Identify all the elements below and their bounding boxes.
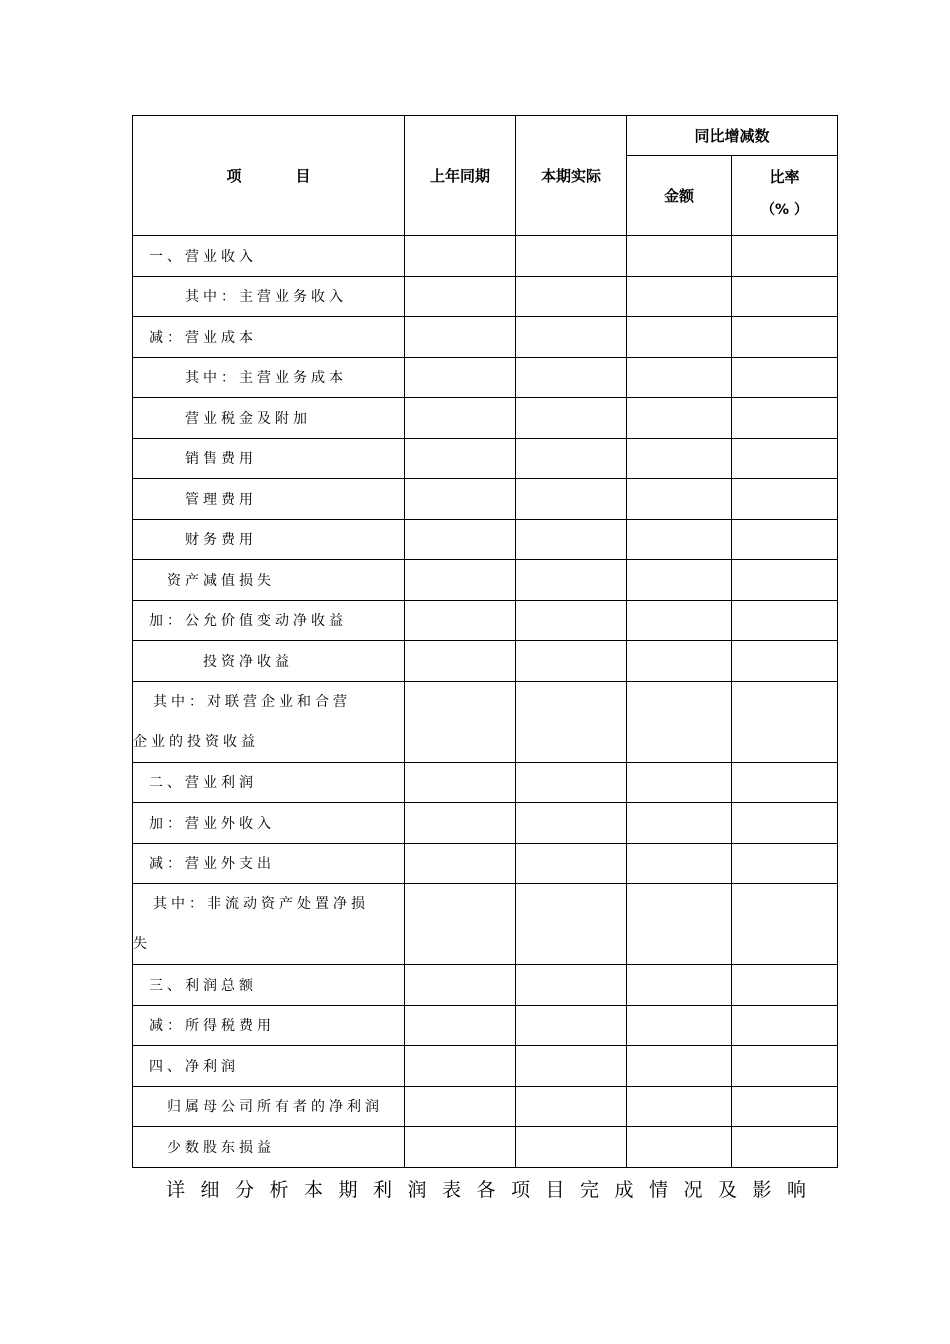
- cell-prior[interactable]: [405, 1127, 516, 1168]
- row-label: 其中：主营业务收入: [133, 276, 405, 317]
- cell-prior[interactable]: [405, 398, 516, 439]
- row-label: 二、营业利润: [133, 762, 405, 803]
- row-label: 财务费用: [133, 519, 405, 560]
- cell-prior[interactable]: [405, 276, 516, 317]
- cell-rate[interactable]: [732, 1127, 838, 1168]
- row-label: [133, 681, 405, 762]
- table-row: [133, 560, 838, 601]
- table-row: [133, 236, 838, 277]
- cell-rate[interactable]: [732, 965, 838, 1006]
- cell-amount[interactable]: [627, 317, 732, 358]
- cell-current[interactable]: [516, 803, 627, 844]
- table-row: [133, 1046, 838, 1087]
- table-row: [133, 965, 838, 1006]
- cell-amount[interactable]: [627, 762, 732, 803]
- row-label: 加：营业外收入: [133, 803, 405, 844]
- table-row: [133, 843, 838, 884]
- table-row: [133, 803, 838, 844]
- cell-prior[interactable]: [405, 641, 516, 682]
- cell-rate[interactable]: [732, 681, 838, 762]
- table-row: [133, 1005, 838, 1046]
- cell-amount[interactable]: [627, 276, 732, 317]
- cell-rate[interactable]: [732, 276, 838, 317]
- cell-prior[interactable]: [405, 762, 516, 803]
- row-label: 资产减值损失: [133, 560, 405, 601]
- header-item-right: 目: [295, 167, 311, 185]
- table-row: [133, 681, 838, 762]
- cell-amount[interactable]: [627, 1127, 732, 1168]
- cell-current[interactable]: [516, 965, 627, 1006]
- table-row: [133, 884, 838, 965]
- cell-prior[interactable]: [405, 681, 516, 762]
- row-label-line1: 其中：对联营企业和合营: [153, 693, 351, 710]
- cell-rate[interactable]: [732, 843, 838, 884]
- row-label: 少数股东损益: [133, 1127, 405, 1168]
- header-amount: 金额: [627, 156, 732, 236]
- cell-prior[interactable]: [405, 357, 516, 398]
- cell-rate[interactable]: [732, 560, 838, 601]
- row-label-line2: 失: [133, 936, 151, 952]
- cell-current[interactable]: [516, 236, 627, 277]
- cell-rate[interactable]: [732, 641, 838, 682]
- table-row: [133, 479, 838, 520]
- row-label: 销售费用: [133, 438, 405, 479]
- cell-current[interactable]: [516, 884, 627, 965]
- cell-prior[interactable]: [405, 519, 516, 560]
- cell-current[interactable]: [516, 479, 627, 520]
- cell-rate[interactable]: [732, 884, 838, 965]
- cell-current[interactable]: [516, 317, 627, 358]
- cell-current[interactable]: [516, 641, 627, 682]
- cell-amount[interactable]: [627, 641, 732, 682]
- cell-amount[interactable]: [627, 479, 732, 520]
- table-row: [133, 519, 838, 560]
- cell-rate[interactable]: [732, 762, 838, 803]
- cell-amount[interactable]: [627, 965, 732, 1006]
- row-label: 四、净利润: [133, 1046, 405, 1087]
- cell-amount[interactable]: [627, 519, 732, 560]
- cell-amount[interactable]: [627, 884, 732, 965]
- row-label: 三、利润总额: [133, 965, 405, 1006]
- table-row: [133, 641, 838, 682]
- table-row: [133, 438, 838, 479]
- row-label: 其中：主营业务成本: [133, 357, 405, 398]
- header-item: [133, 116, 405, 236]
- cell-amount[interactable]: [627, 1005, 732, 1046]
- cell-prior[interactable]: [405, 236, 516, 277]
- cell-amount[interactable]: [627, 803, 732, 844]
- cell-amount[interactable]: [627, 1046, 732, 1087]
- cell-prior[interactable]: [405, 1086, 516, 1127]
- cell-rate[interactable]: [732, 398, 838, 439]
- cell-rate[interactable]: [732, 479, 838, 520]
- cell-current[interactable]: [516, 762, 627, 803]
- cell-amount[interactable]: [627, 1086, 732, 1127]
- table-row: [133, 276, 838, 317]
- row-label: 减：所得税费用: [133, 1005, 405, 1046]
- table-row: [133, 1127, 838, 1168]
- cell-current[interactable]: [516, 519, 627, 560]
- cell-prior[interactable]: [405, 438, 516, 479]
- row-label: 归属母公司所有者的净利润: [133, 1086, 405, 1127]
- cell-amount[interactable]: [627, 398, 732, 439]
- cell-current[interactable]: [516, 1046, 627, 1087]
- table-row: [133, 600, 838, 641]
- cell-current[interactable]: [516, 438, 627, 479]
- cell-rate[interactable]: [732, 1005, 838, 1046]
- cell-rate[interactable]: [732, 519, 838, 560]
- table-row: [133, 398, 838, 439]
- income-statement-table: [132, 115, 838, 1168]
- cell-current[interactable]: [516, 1086, 627, 1127]
- header-rate-unit: （% ）: [761, 202, 808, 218]
- cell-rate[interactable]: [732, 803, 838, 844]
- cell-amount[interactable]: [627, 843, 732, 884]
- cell-prior[interactable]: [405, 1046, 516, 1087]
- row-label: 一、营业收入: [133, 236, 405, 277]
- table-row: [133, 762, 838, 803]
- cell-prior[interactable]: [405, 317, 516, 358]
- cell-rate[interactable]: [732, 317, 838, 358]
- cell-prior[interactable]: [405, 1005, 516, 1046]
- analysis-paragraph: 详细分析本期利润表各项目完成情况及影响: [166, 1179, 822, 1201]
- cell-prior[interactable]: [405, 803, 516, 844]
- cell-prior[interactable]: [405, 560, 516, 601]
- cell-rate[interactable]: [732, 1086, 838, 1127]
- header-yoy-change: 同比增减数: [627, 116, 838, 156]
- cell-rate[interactable]: [732, 438, 838, 479]
- header-rate: [732, 156, 838, 236]
- cell-prior[interactable]: [405, 843, 516, 884]
- cell-current[interactable]: [516, 600, 627, 641]
- row-label: 加：公允价值变动净收益: [133, 600, 405, 641]
- cell-rate[interactable]: [732, 600, 838, 641]
- cell-current[interactable]: [516, 357, 627, 398]
- cell-current[interactable]: [516, 1127, 627, 1168]
- header-prior-period: 上年同期: [405, 116, 516, 236]
- cell-amount[interactable]: [627, 681, 732, 762]
- cell-rate[interactable]: [732, 1046, 838, 1087]
- cell-current[interactable]: [516, 560, 627, 601]
- row-label: 减：营业成本: [133, 317, 405, 358]
- cell-amount[interactable]: [627, 236, 732, 277]
- row-label: 投资净收益: [133, 641, 405, 682]
- row-label: [133, 884, 405, 965]
- cell-current[interactable]: [516, 398, 627, 439]
- header-item-left: 项: [226, 167, 242, 185]
- table-row: [133, 1086, 838, 1127]
- cell-rate[interactable]: [732, 236, 838, 277]
- table-row: [133, 357, 838, 398]
- row-label: 管理费用: [133, 479, 405, 520]
- row-label: 减：营业外支出: [133, 843, 405, 884]
- cell-amount[interactable]: [627, 357, 732, 398]
- cell-rate[interactable]: [732, 357, 838, 398]
- cell-amount[interactable]: [627, 438, 732, 479]
- table-row: [133, 317, 838, 358]
- cell-amount[interactable]: [627, 600, 732, 641]
- cell-current[interactable]: [516, 1005, 627, 1046]
- cell-prior[interactable]: [405, 965, 516, 1006]
- cell-current[interactable]: [516, 681, 627, 762]
- cell-current[interactable]: [516, 276, 627, 317]
- cell-prior[interactable]: [405, 884, 516, 965]
- header-rate-label: 比率: [769, 168, 800, 186]
- row-label-line2: 企业的投资收益: [133, 733, 259, 750]
- cell-prior[interactable]: [405, 600, 516, 641]
- header-current-actual: 本期实际: [516, 116, 627, 236]
- cell-current[interactable]: [516, 843, 627, 884]
- row-label: 营业税金及附加: [133, 398, 405, 439]
- cell-amount[interactable]: [627, 560, 732, 601]
- row-label-line1: 其中：非流动资产处置净损: [153, 896, 369, 912]
- cell-prior[interactable]: [405, 479, 516, 520]
